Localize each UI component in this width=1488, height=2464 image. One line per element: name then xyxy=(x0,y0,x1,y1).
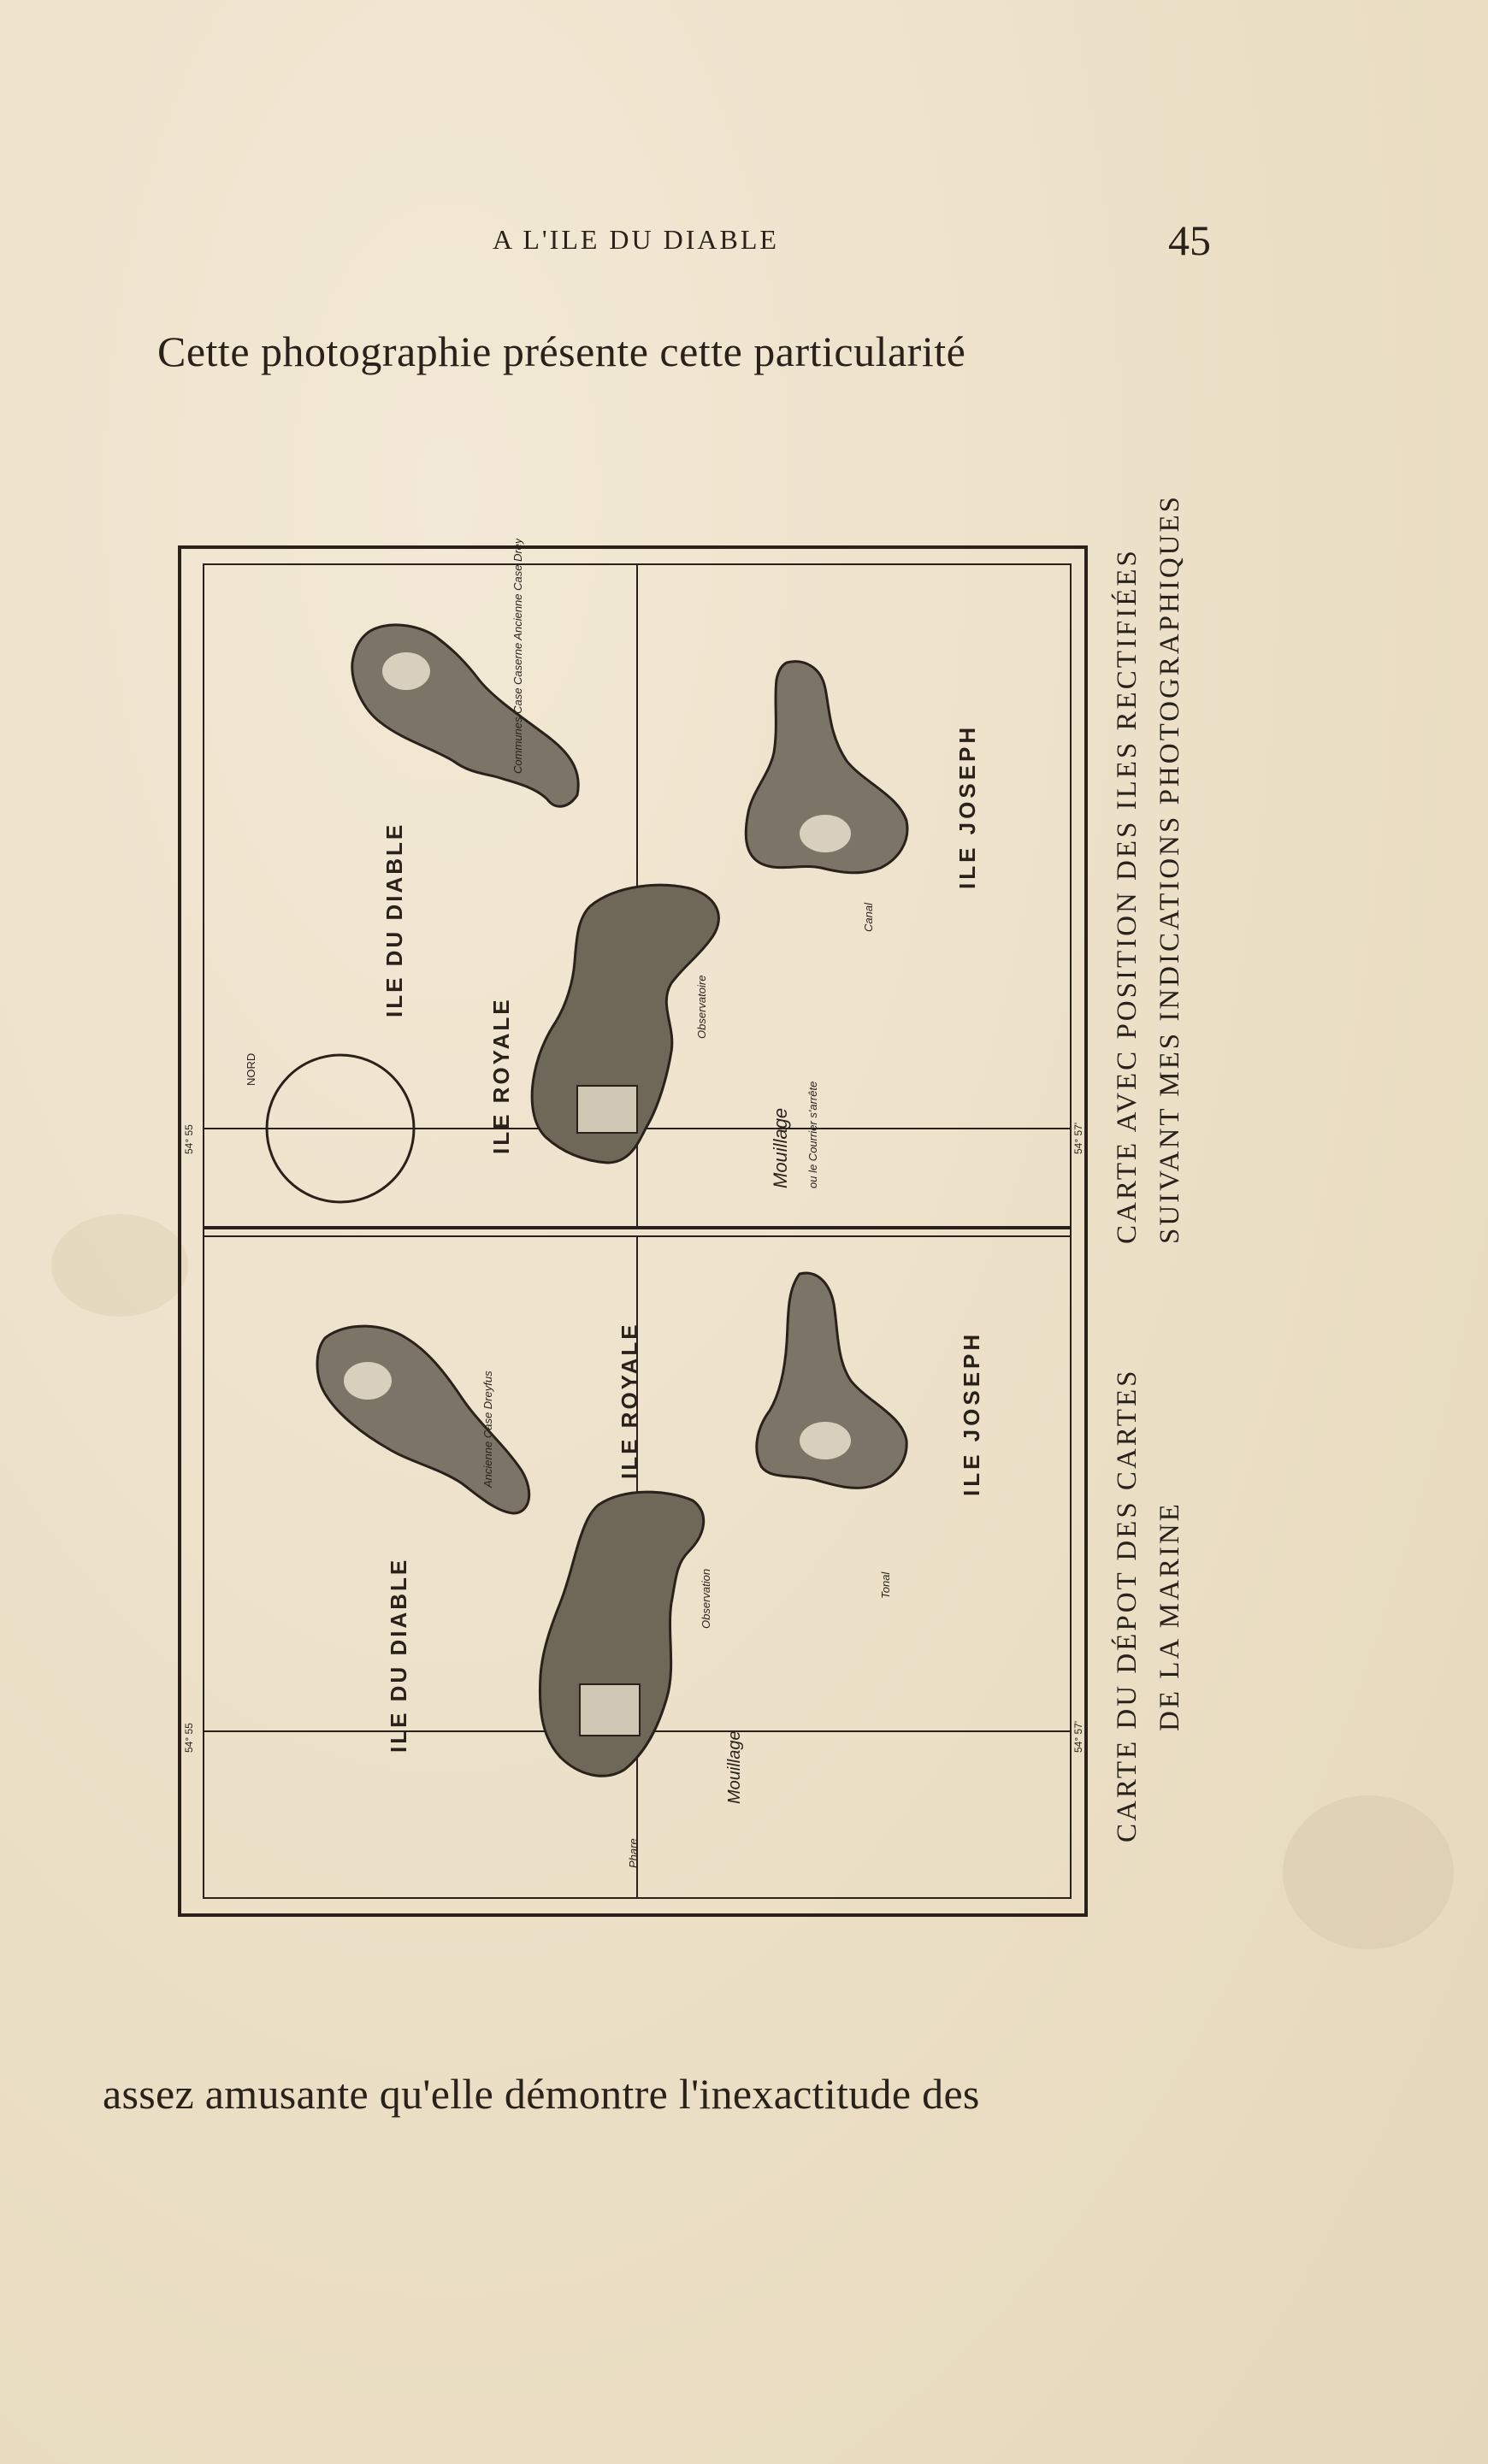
top-map-caption-1: CARTE AVEC POSITION DES ILES RECTIFIÉES xyxy=(1112,548,1143,1244)
bottom-coord-left: 54° 55 xyxy=(183,1723,195,1753)
bottom-diable-island xyxy=(317,1326,529,1513)
bottom-mouillage-label: Mouillage xyxy=(725,1730,744,1804)
observatoire-label: Observatoire xyxy=(695,975,708,1039)
nord-label: NORD xyxy=(245,1052,257,1086)
top-coord-left: 54° 55 xyxy=(183,1124,195,1154)
running-head: A L'ILE DU DIABLE xyxy=(493,224,779,255)
bottom-coord-right: 54° 57' xyxy=(1072,1720,1084,1753)
top-diable-label: ILE DU DIABLE xyxy=(381,822,407,1017)
bottom-map-caption-2: DE LA MARINE xyxy=(1154,1501,1185,1731)
communes-label: Communes Case Caserne Ancienne Case Dreyfus xyxy=(511,539,524,774)
royale-buildings xyxy=(577,1086,637,1133)
map-figure xyxy=(171,494,1283,1928)
top-diable-island xyxy=(352,625,578,806)
bottom-map-caption-1: CARTE DU DÉPOT DES CARTES xyxy=(1112,1368,1143,1842)
body-text-line-top: Cette photographie présente cette particularité xyxy=(157,327,966,375)
body-text-line-bottom: assez amusante qu'elle démontre l'inexactitude des xyxy=(103,2070,980,2118)
top-royale-label: ILE ROYALE xyxy=(488,997,514,1154)
courrier-label: ou le Courrier s'arrête xyxy=(806,1081,819,1188)
tonal-label: Tonal xyxy=(879,1571,892,1599)
canal-label: Canal xyxy=(862,903,875,932)
top-coord-right: 54° 57' xyxy=(1072,1122,1084,1154)
mouillage-label: Mouillage xyxy=(770,1107,791,1188)
bottom-diable-label: ILE DU DIABLE xyxy=(386,1557,411,1753)
bottom-royale-label: ILE ROYALE xyxy=(617,1322,642,1479)
observation-label: Observation xyxy=(700,1568,712,1629)
phare-label: Phare xyxy=(627,1838,640,1868)
top-joseph-label: ILE JOSEPH xyxy=(954,723,980,889)
bottom-joseph-label: ILE JOSEPH xyxy=(959,1330,984,1496)
bottom-royale-buildings xyxy=(580,1684,640,1736)
top-map-caption-2: SUIVANT MES INDICATIONS PHOTOGRAPHIQUES xyxy=(1154,494,1185,1244)
case-dreyfus-label: Ancienne Case Dreyfus xyxy=(481,1371,494,1488)
page-number: 45 xyxy=(1168,216,1211,264)
